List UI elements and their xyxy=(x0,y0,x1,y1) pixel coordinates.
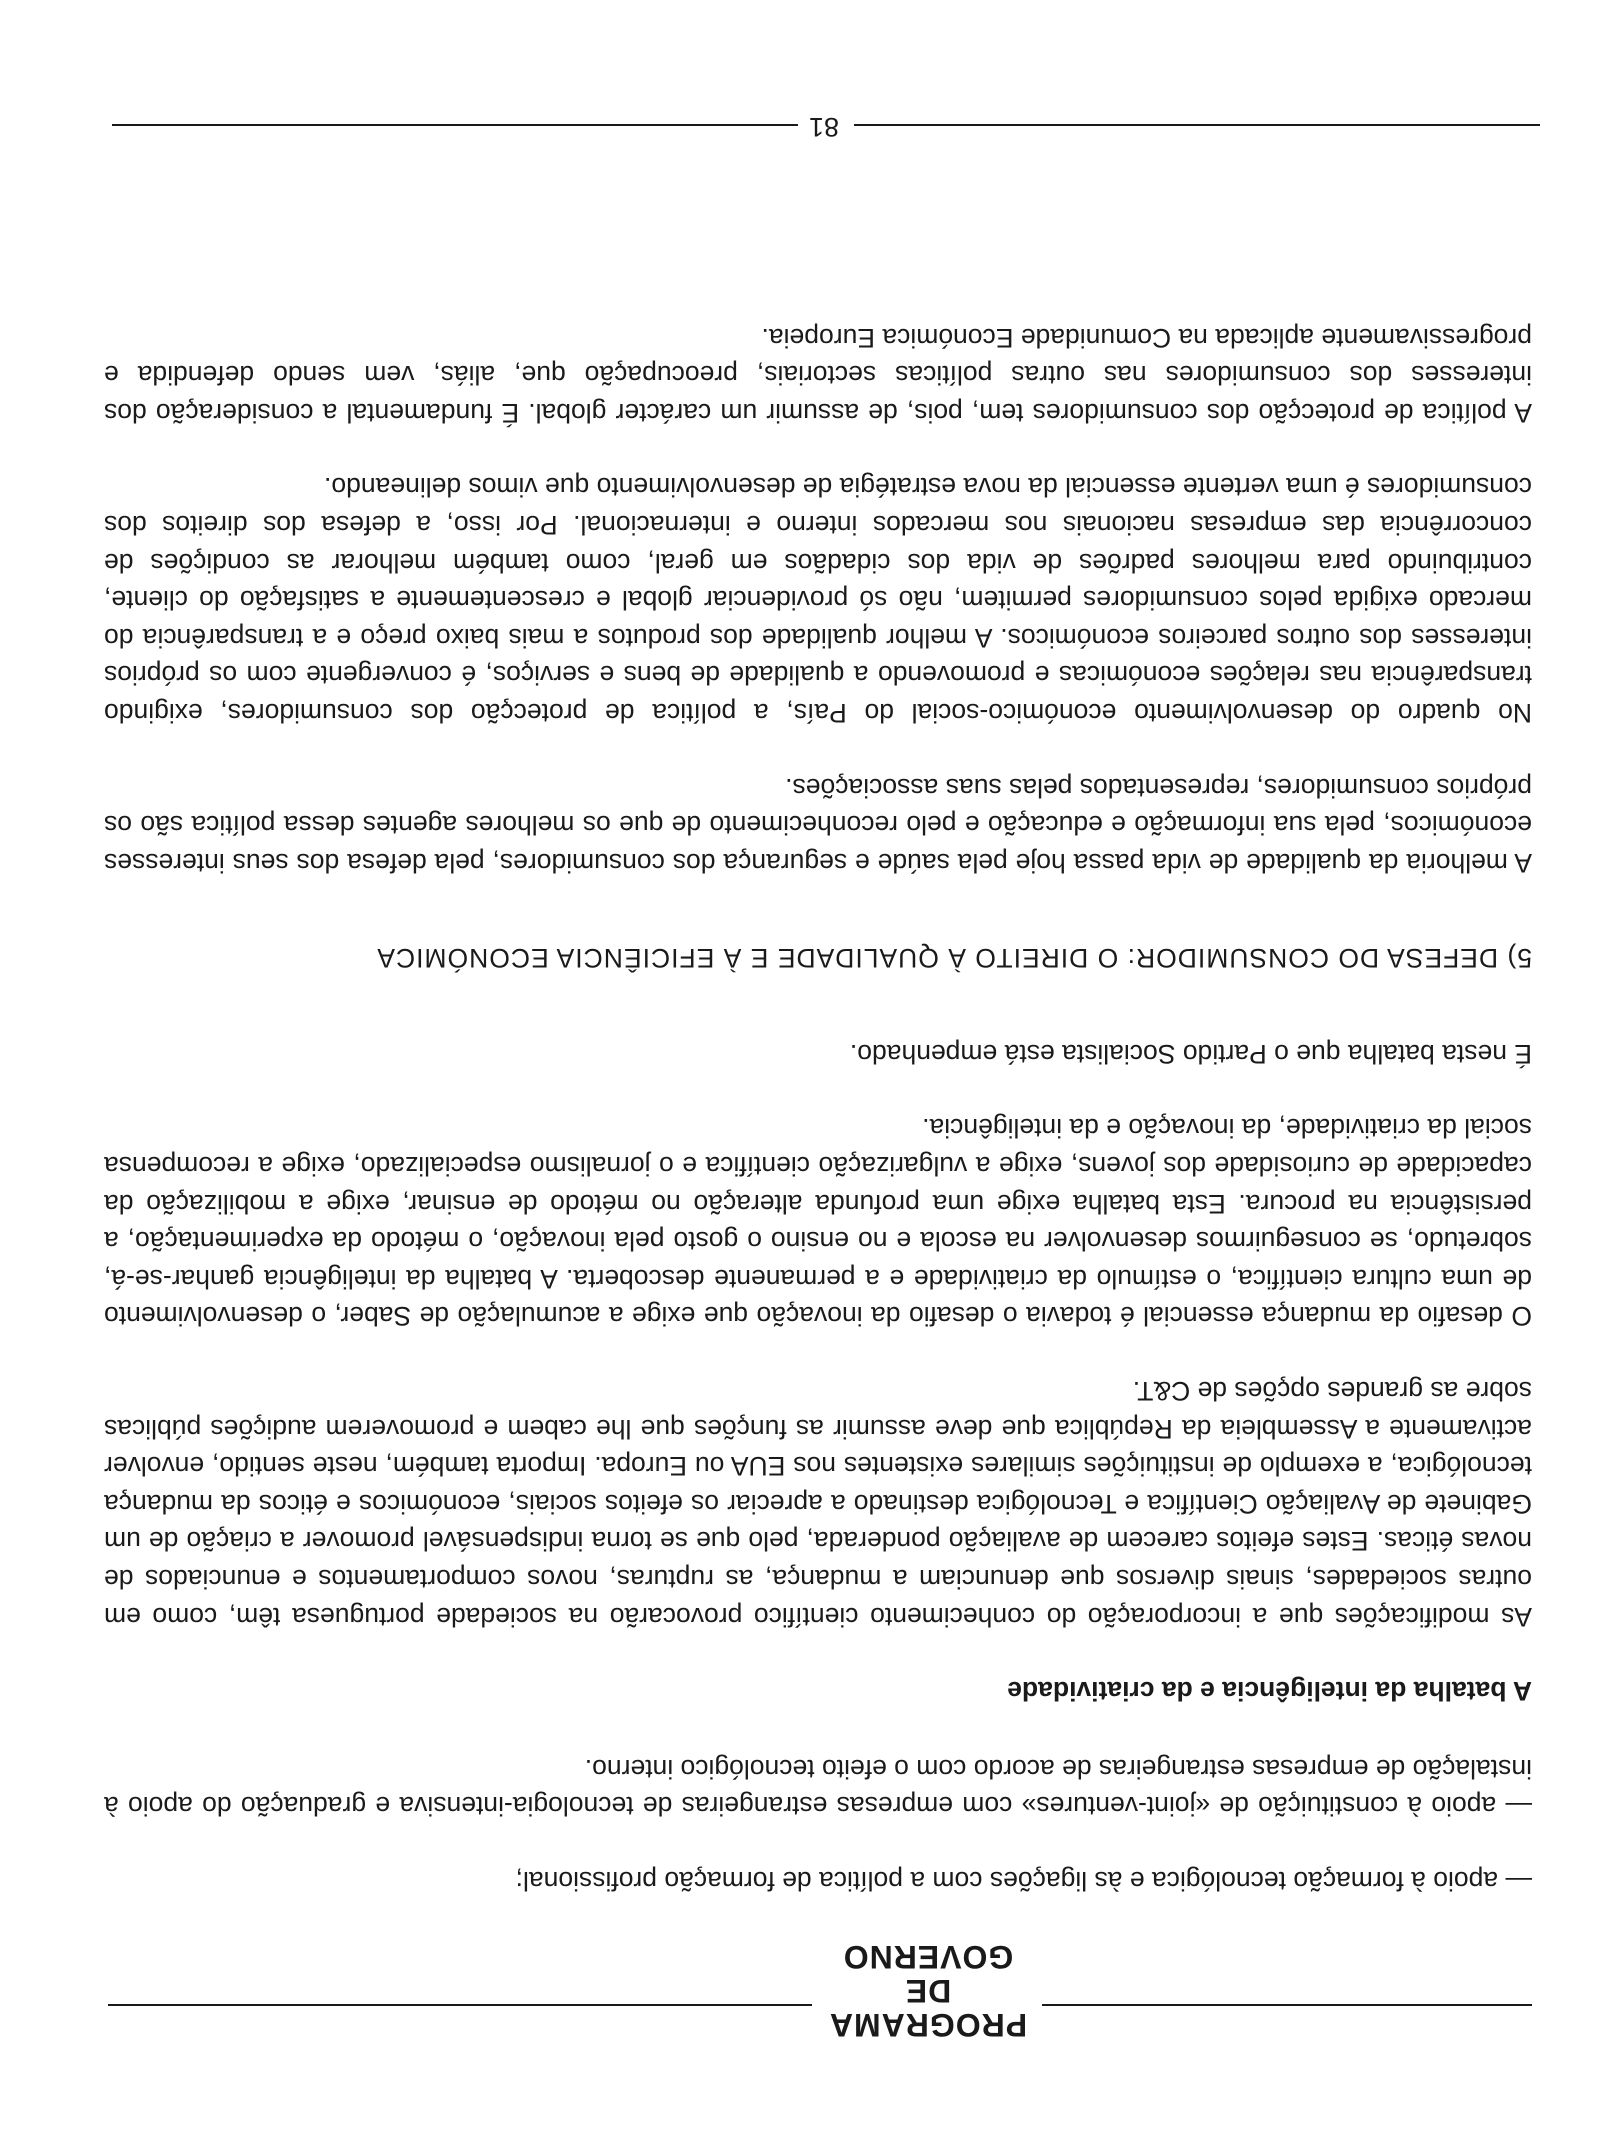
page-body xyxy=(104,318,1532,1899)
footer-rule-right xyxy=(112,124,798,126)
bullet-paragraph-2: — apoio à constituição de «joint-ventures» com empresas estrangeiras de tecnologia-intensiva e graduação do apoio à instalação de empresas estrangeiras de acordo com o efeito tecnológico interno. xyxy=(104,1753,1532,1822)
page-number: 81 xyxy=(808,112,840,142)
section-heading-consumer: 5) DEFESA DO CONSUMIDOR: O DIREITO À QUALIDADE E À EFICIÊNCIA ECONÓMICA xyxy=(376,943,1532,974)
body-paragraph-3: As modificações que a incorporação do conhecimento científico provocarão na sociedade portuguesa têm, como em outras sociedades, sinais diversos que denunciam a mudança, as rupturas, novos comportamentos e enunciados de novas éticas. Estes efeitos carecem de avaliação ponderada, pelo que se torna indispensável promover a criação de um Gabinete de Avaliação Científica e Tecnológica destinado a apreciar os efeitos sociais, económicos e éticos da mudança tecnológica, a exemplo de instituições similares existentes nos EUA ou Europa. Importa também, neste sentido, envolver activamente a Assembleia da República que deve assumir as funções que lhe cabem e promoverem audições públicas sobre as grandes opções de C&T. xyxy=(104,1376,1532,1632)
body-paragraph-6: A melhoria da qualidade de vida passa hoje pela saúde e segurança dos consumidores, pela defesa dos seus interesses económicos, pela sua informação e educação e pelo reconhecimento de que os melhores agentes dessa política são os próprios consumidores, representados pelas suas associações. xyxy=(104,772,1532,878)
page-footer xyxy=(112,106,1540,146)
body-paragraph-7: No quadro do desenvolvimento económico-social do País, a política de protecção dos consumidores, exigindo transparência nas relações económicas e promovendo a qualidade de bens e serviços, é convergente com os próprios interesses dos outros parceiros económicos. A melhor qualidade dos produtos a mais baixo preço e a transparência do mercado exigida pelos consumidores permitem, não só providenciar global e crescentemente a satisfação do cliente, contribuindo para melhores padrões de vida dos cidadãos em geral, como também melhorar as condições de concorrência das empresas nacionais nos mercados interno e internacional. Por isso, a defesa dos direitos dos consumidores é uma vertente essencial da nova estratégia de desenvolvimento que vimos delineando. xyxy=(104,472,1532,728)
header-title-line-2: DE GOVERNO xyxy=(842,1939,1014,2009)
header-rule-left xyxy=(1042,2004,1532,2006)
section-heading-intelligence: A batalha da inteligência e da criatividade xyxy=(1007,1676,1532,1707)
footer-rule-left xyxy=(854,124,1540,126)
header-title-line-1: PROGRAMA xyxy=(828,2007,1028,2043)
body-paragraph-4: O desafio da mudança essencial é todavia o desafio da inovação que exige a acumulação de Saber, o desenvolvimento de uma cultura científica, o estímulo da criatividade e a permanente descoberta. A batalha da inteligência ganhar-se-á, sobretudo, se conseguirmos desenvolver na escola e no ensino o gosto pela inovação, o método da experimentação, a persistência na procura. Esta batalha exige uma profunda alteração no método de ensinar, exige a mobilização da capacidade de curiosidade dos jovens, exige a vulgarização científica e o jornalismo especializado, exige a recompensa social da criatividade, da inovação e da inteligência. xyxy=(104,1113,1532,1332)
header-rule-right xyxy=(108,2004,812,2006)
header-title xyxy=(820,1940,1036,2042)
page-header xyxy=(108,1939,1532,2043)
body-paragraph-8: A política de protecção dos consumidores tem, pois, de assumir um carácter global. É fundamental a consideração dos interesses dos consumidores nas outras políticas sectoriais, preocupação que, aliás, vem sendo defendida e progressivamente aplicada na Comunidade Económica Europeia. xyxy=(104,322,1532,428)
bullet-paragraph-1: — apoio à formação tecnológica e às ligações com a política de formação profissional; xyxy=(515,1866,1532,1896)
body-paragraph-5: É nesta batalha que o Partido Socialista está empenhado. xyxy=(849,1038,1532,1069)
